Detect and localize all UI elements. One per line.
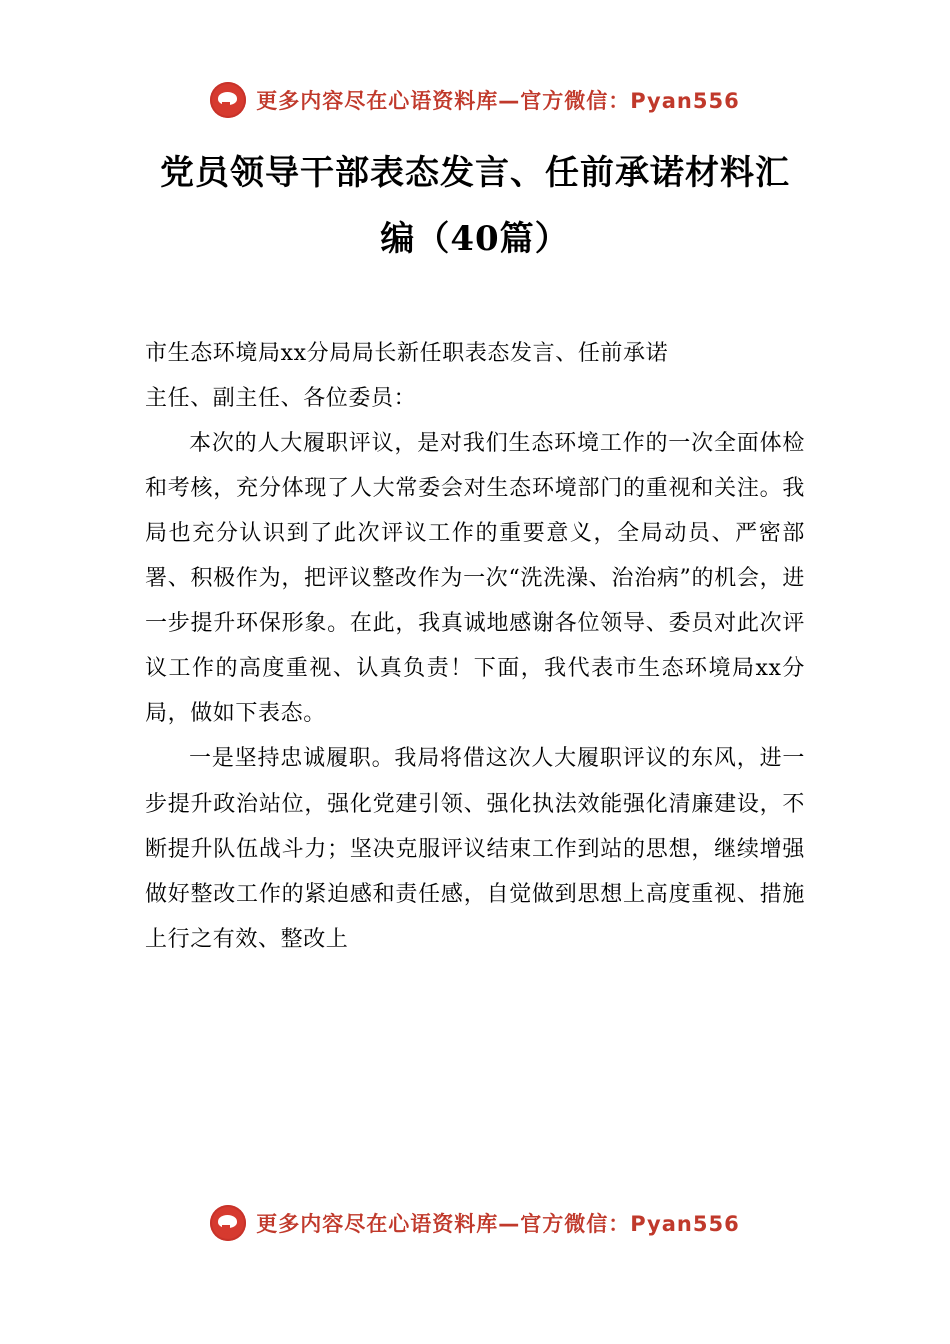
watermark-bottom bbox=[0, 1205, 950, 1241]
section-heading: 市生态环境局xx分局局长新任职表态发言、任前承诺 bbox=[145, 340, 669, 366]
page-title: 党员领导干部表态发言、任前承诺材料汇编（40篇） bbox=[160, 153, 790, 260]
body-paragraph: 一是坚持忠诚履职。我局将借这次人大履职评议的东风，进一步提升政治站位，强化党建引领、强化执法效能强化清廉建设，不断提升队伍战斗力；坚决克服评议结束工作到站的思想，继续增强做好整改工作的紧迫感和责任感，自觉做到思想上高度重视、措施上行之有效、整改上 bbox=[145, 746, 805, 952]
watermark-text: 更多内容尽在心语资料库—官方微信：Pyan556 bbox=[256, 89, 740, 113]
swan-logo-icon bbox=[210, 1205, 246, 1241]
document-body bbox=[145, 331, 805, 962]
salutation: 主任、副主任、各位委员： bbox=[145, 385, 417, 411]
watermark-text: 更多内容尽在心语资料库—官方微信：Pyan556 bbox=[256, 1212, 740, 1236]
body-paragraph: 本次的人大履职评议，是对我们生态环境工作的一次全面体检和考核，充分体现了人大常委会对生态环境部门的重视和关注。我局也充分认识到了此次评议工作的重要意义，全局动员、严密部署、积极作为，把评议整改作为一次“洗洗澡、治治病”的机会，进一步提升环保形象。在此，我真诚地感谢各位领导、委员对此次评议工作的高度重视、认真负责！下面，我代表市生态环境局xx分局，做如下表态。 bbox=[145, 430, 805, 727]
